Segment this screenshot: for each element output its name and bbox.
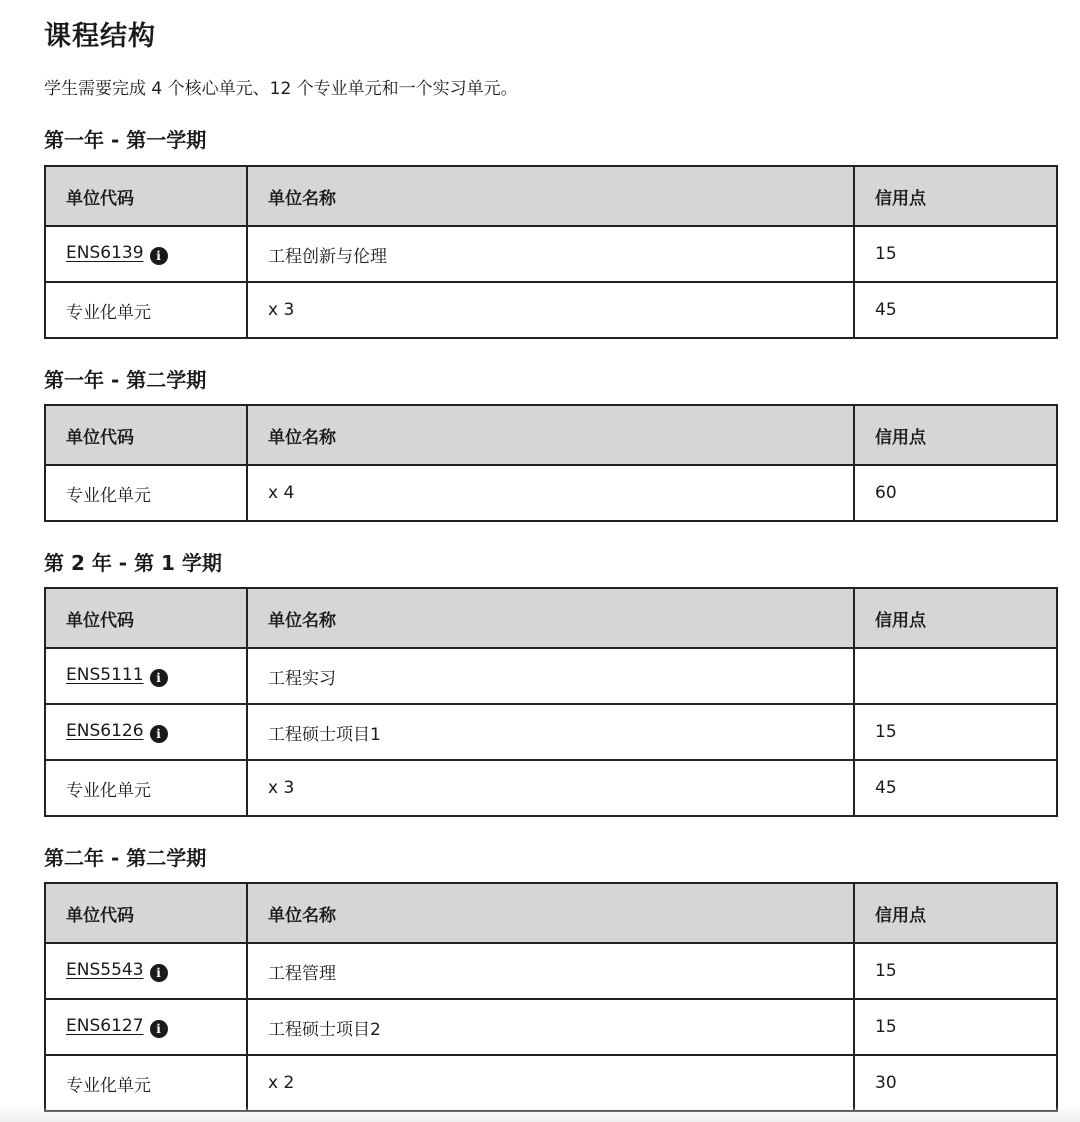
table-row [45, 704, 1057, 760]
unit-code-cell [45, 648, 247, 704]
unit-name-cell: 工程硕士项目2 [247, 999, 854, 1055]
unit-name-cell: x 3 [247, 760, 854, 816]
bottom-fade [0, 1106, 1080, 1122]
table-row [45, 1055, 1057, 1111]
info-icon[interactable]: i [150, 725, 168, 743]
credits-cell: 45 [854, 760, 1057, 816]
units-table [44, 165, 1058, 339]
unit-code-cell: 专业化单元 [45, 760, 247, 816]
header-unit-name: 单位名称 [247, 883, 854, 943]
unit-code-link[interactable]: ENS6127 [66, 1016, 144, 1036]
header-unit-code: 单位代码 [45, 405, 247, 465]
credits-cell: 15 [854, 943, 1057, 999]
unit-code-link[interactable]: ENS5543 [66, 960, 144, 980]
table-header-row [45, 166, 1057, 226]
info-icon[interactable]: i [150, 669, 168, 687]
table-row [45, 226, 1057, 282]
units-table [44, 882, 1058, 1112]
units-table [44, 404, 1058, 522]
header-credits: 信用点 [854, 405, 1057, 465]
table-header-row [45, 405, 1057, 465]
unit-name-cell: 工程实习 [247, 648, 854, 704]
unit-code-cell [45, 704, 247, 760]
table-row [45, 282, 1057, 338]
table-row [45, 465, 1057, 521]
units-table [44, 587, 1058, 817]
unit-code-cell: 专业化单元 [45, 465, 247, 521]
credits-cell: 45 [854, 282, 1057, 338]
unit-code-cell [45, 943, 247, 999]
header-unit-code: 单位代码 [45, 166, 247, 226]
header-credits: 信用点 [854, 883, 1057, 943]
unit-code-cell [45, 226, 247, 282]
info-icon[interactable]: i [150, 964, 168, 982]
header-unit-code: 单位代码 [45, 883, 247, 943]
table-header-row [45, 883, 1057, 943]
unit-code-link[interactable]: ENS5111 [66, 665, 144, 685]
semester-title: 第一年 - 第一学期 [44, 128, 207, 152]
credits-cell [854, 648, 1057, 704]
table-row [45, 760, 1057, 816]
intro-text: 学生需要完成 4 个核心单元、12 个专业单元和一个实习单元。 [44, 79, 518, 99]
header-unit-name: 单位名称 [247, 166, 854, 226]
table-header-row [45, 588, 1057, 648]
credits-cell: 15 [854, 999, 1057, 1055]
header-unit-name: 单位名称 [247, 405, 854, 465]
info-icon[interactable]: i [150, 247, 168, 265]
unit-code-cell: 专业化单元 [45, 282, 247, 338]
page-title: 课程结构 [44, 21, 156, 52]
info-icon[interactable]: i [150, 1020, 168, 1038]
unit-code-cell: 专业化单元 [45, 1055, 247, 1111]
credits-cell: 30 [854, 1055, 1057, 1111]
table-row [45, 943, 1057, 999]
semester-title: 第 2 年 - 第 1 学期 [44, 551, 222, 575]
header-credits: 信用点 [854, 166, 1057, 226]
unit-name-cell: 工程硕士项目1 [247, 704, 854, 760]
unit-code-link[interactable]: ENS6126 [66, 721, 144, 741]
header-unit-name: 单位名称 [247, 588, 854, 648]
table-row [45, 648, 1057, 704]
credits-cell: 15 [854, 704, 1057, 760]
semester-title: 第一年 - 第二学期 [44, 368, 207, 392]
header-unit-code: 单位代码 [45, 588, 247, 648]
unit-name-cell: x 4 [247, 465, 854, 521]
unit-name-cell: x 3 [247, 282, 854, 338]
semester-title: 第二年 - 第二学期 [44, 846, 207, 870]
unit-name-cell: 工程管理 [247, 943, 854, 999]
unit-code-cell [45, 999, 247, 1055]
unit-name-cell: 工程创新与伦理 [247, 226, 854, 282]
table-row [45, 999, 1057, 1055]
credits-cell: 60 [854, 465, 1057, 521]
header-credits: 信用点 [854, 588, 1057, 648]
credits-cell: 15 [854, 226, 1057, 282]
unit-name-cell: x 2 [247, 1055, 854, 1111]
unit-code-link[interactable]: ENS6139 [66, 243, 144, 263]
